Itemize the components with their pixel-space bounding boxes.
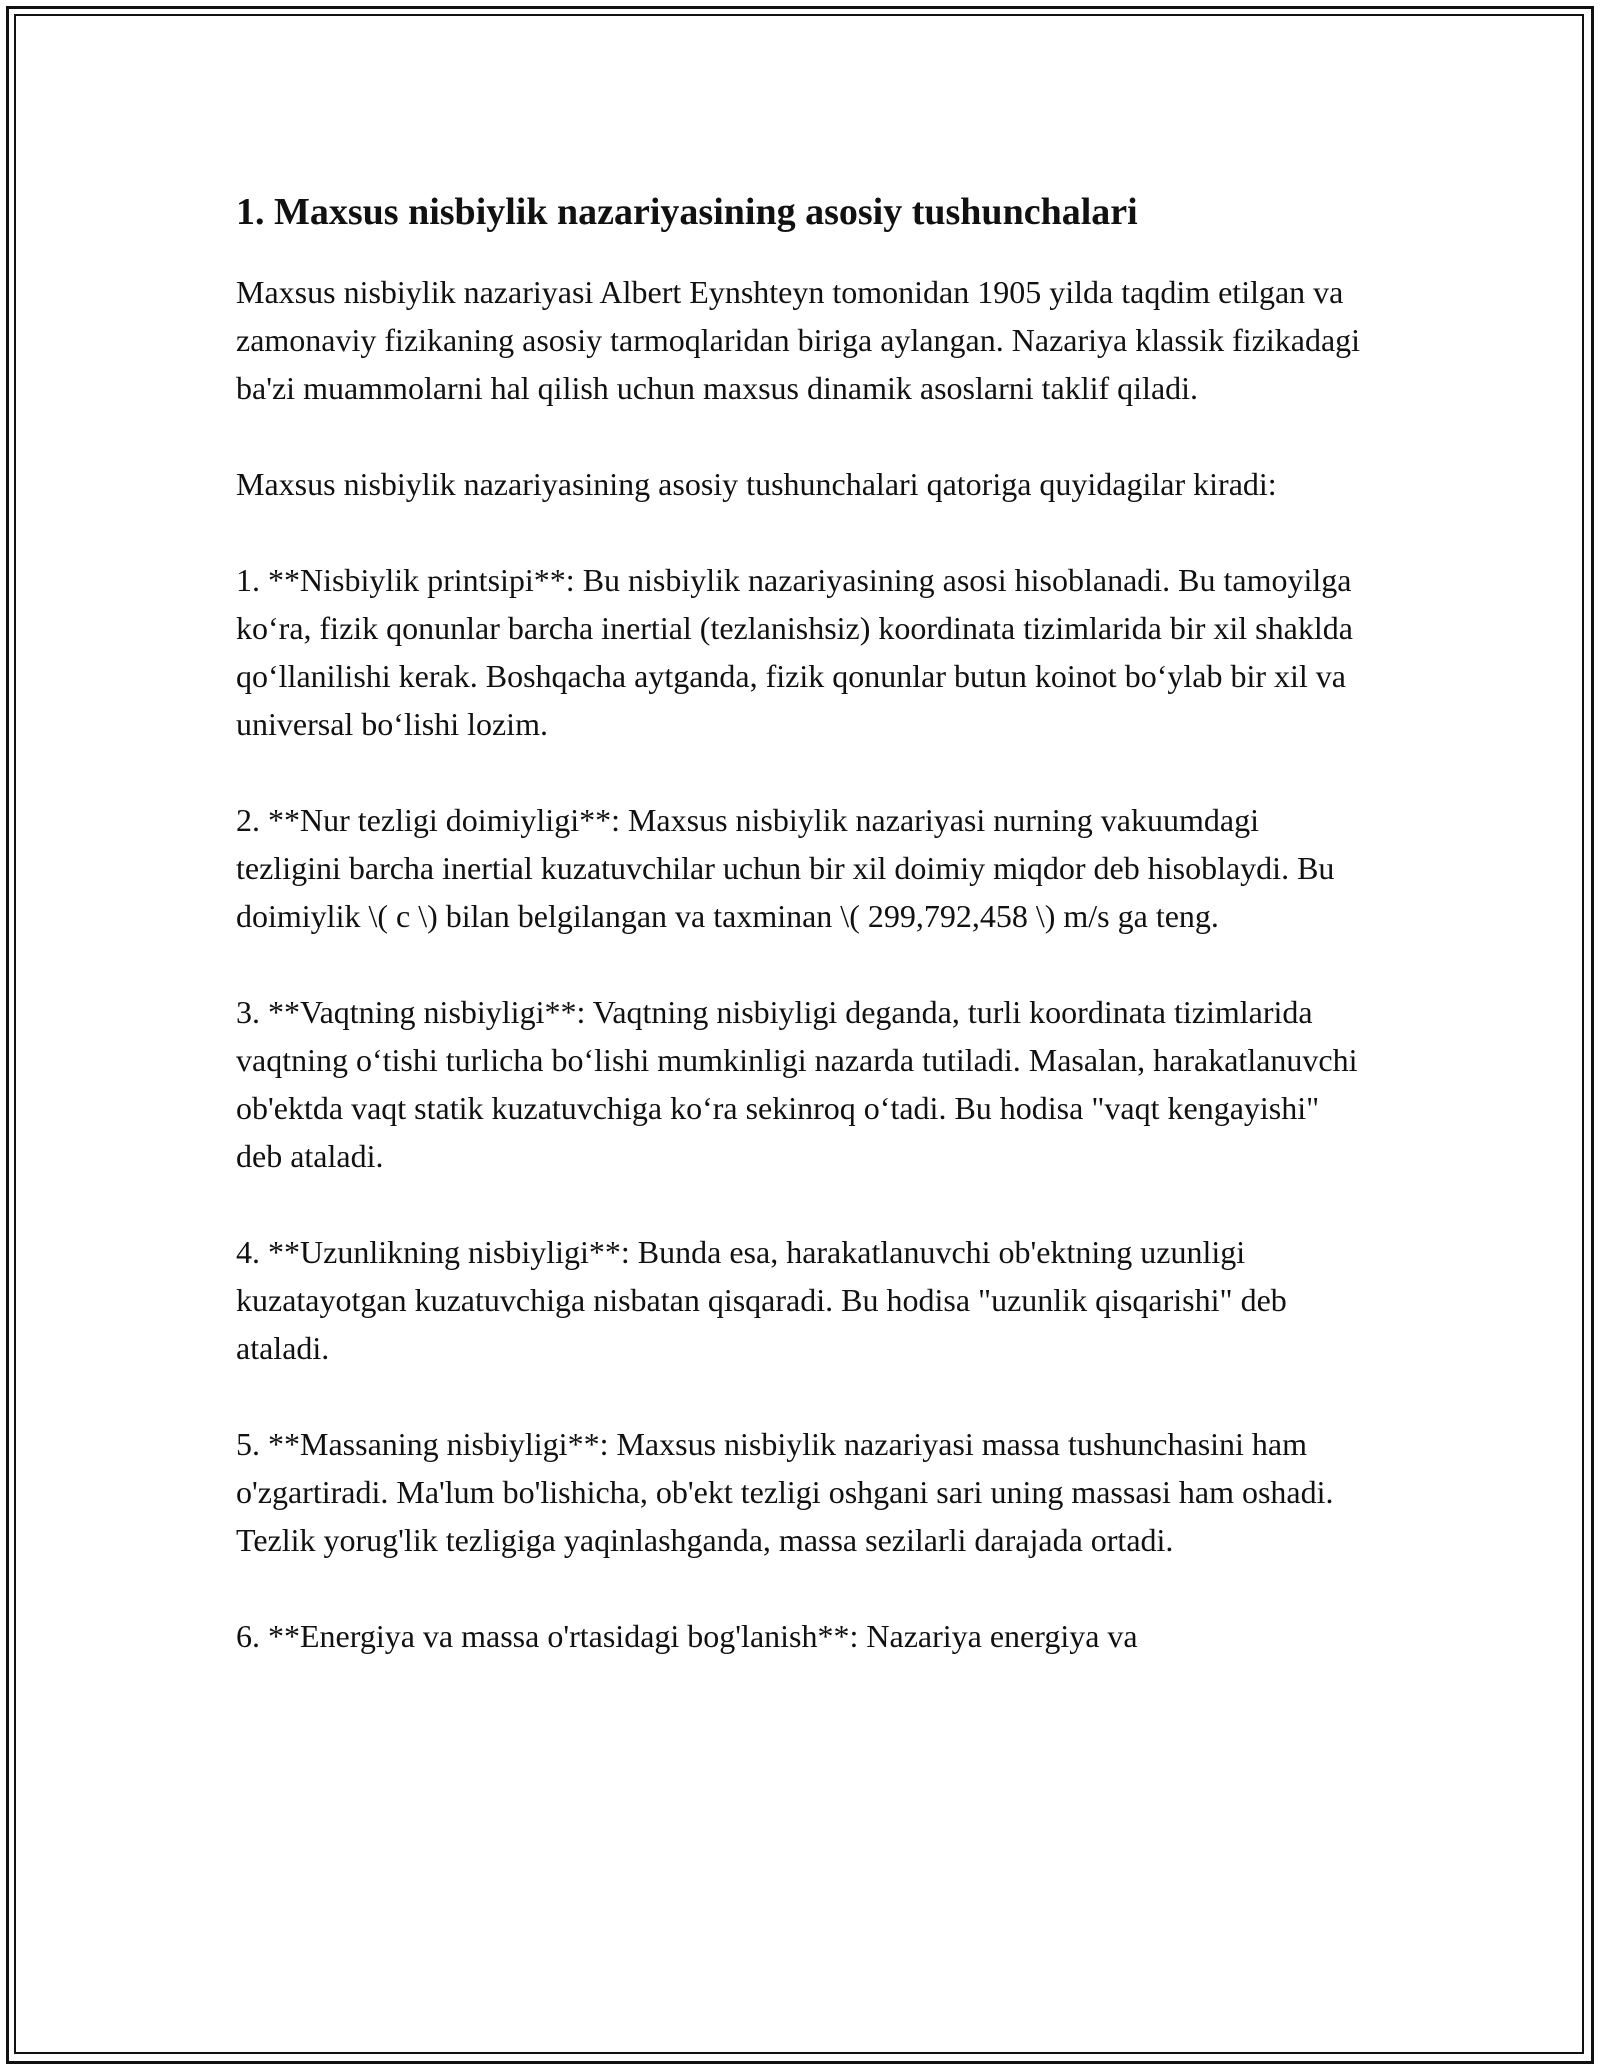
list-item-mass-relativity: 5. **Massaning nisbiyligi**: Maxsus nisbiylik nazariyasi massa tushunchasini ham o'zgartiradi. Ma'lum bo'lishicha, ob'ekt tezligi oshgani sari uning massasi ham oshadi. Tezlik yorug'lik tezligiga yaqinlashganda, massa sezilarli darajada ortadi. [236, 1426, 1334, 1558]
document-body [236, 186, 1366, 1708]
list-item-energy-mass: 6. **Energiya va massa o'rtasidagi bog'lanish**: Nazariya energiya va [236, 1618, 1138, 1654]
section-heading: 1. Maxsus nisbiylik nazariyasining asosiy tushunchalari [236, 191, 1138, 233]
list-item-time-relativity: 3. **Vaqtning nisbiyligi**: Vaqtning nisbiyligi deganda, turli koordinata tizimlarida vaqtning o‘tishi turlicha bo‘lishi mumkinligi nazarda tutiladi. Masalan, harakatlanuvchi ob'ektda vaqt statik kuzatuvchiga ko‘ra sekinroq o‘tadi. Bu hodisa "vaqt kengayishi" deb ataladi. [236, 994, 1358, 1174]
paragraph-intro: Maxsus nisbiylik nazariyasi Albert Eynshteyn tomonidan 1905 yilda taqdim etilgan va zamonaviy fizikaning asosiy tarmoqlaridan biriga aylangan. Nazariya klassik fizikadagi ba'zi muammolarni hal qilish uchun maxsus dinamik asoslarni taklif qiladi. [236, 274, 1361, 406]
list-item-light-speed: 2. **Nur tezligi doimiyligi**: Maxsus nisbiylik nazariyasi nurning vakuumdagi tezligini barcha inertial kuzatuvchilar uchun bir xil doimiy miqdor deb hisoblaydi. Bu doimiylik \( c \) bilan belgilangan va taxminan \( 299,792,458 \) m/s ga teng. [236, 802, 1335, 934]
list-item-relativity-principle: 1. **Nisbiylik printsipi**: Bu nisbiylik nazariyasining asosi hisoblanadi. Bu tamoyilga ko‘ra, fizik qonunlar barcha inertial (tezlanishsiz) koordinata tizimlarida bir xil shaklda qo‘llanilishi kerak. Boshqacha aytganda, fizik qonunlar butun koinot bo‘ylab bir xil va universal bo‘lishi lozim. [236, 562, 1353, 742]
paragraph-list-lead: Maxsus nisbiylik nazariyasining asosiy tushunchalari qatoriga quyidagilar kiradi: [236, 466, 1277, 502]
list-item-length-relativity: 4. **Uzunlikning nisbiyligi**: Bunda esa, harakatlanuvchi ob'ektning uzunligi kuzatayotgan kuzatuvchiga nisbatan qisqaradi. Bu hodisa "uzunlik qisqarishi" deb ataladi. [236, 1234, 1287, 1366]
